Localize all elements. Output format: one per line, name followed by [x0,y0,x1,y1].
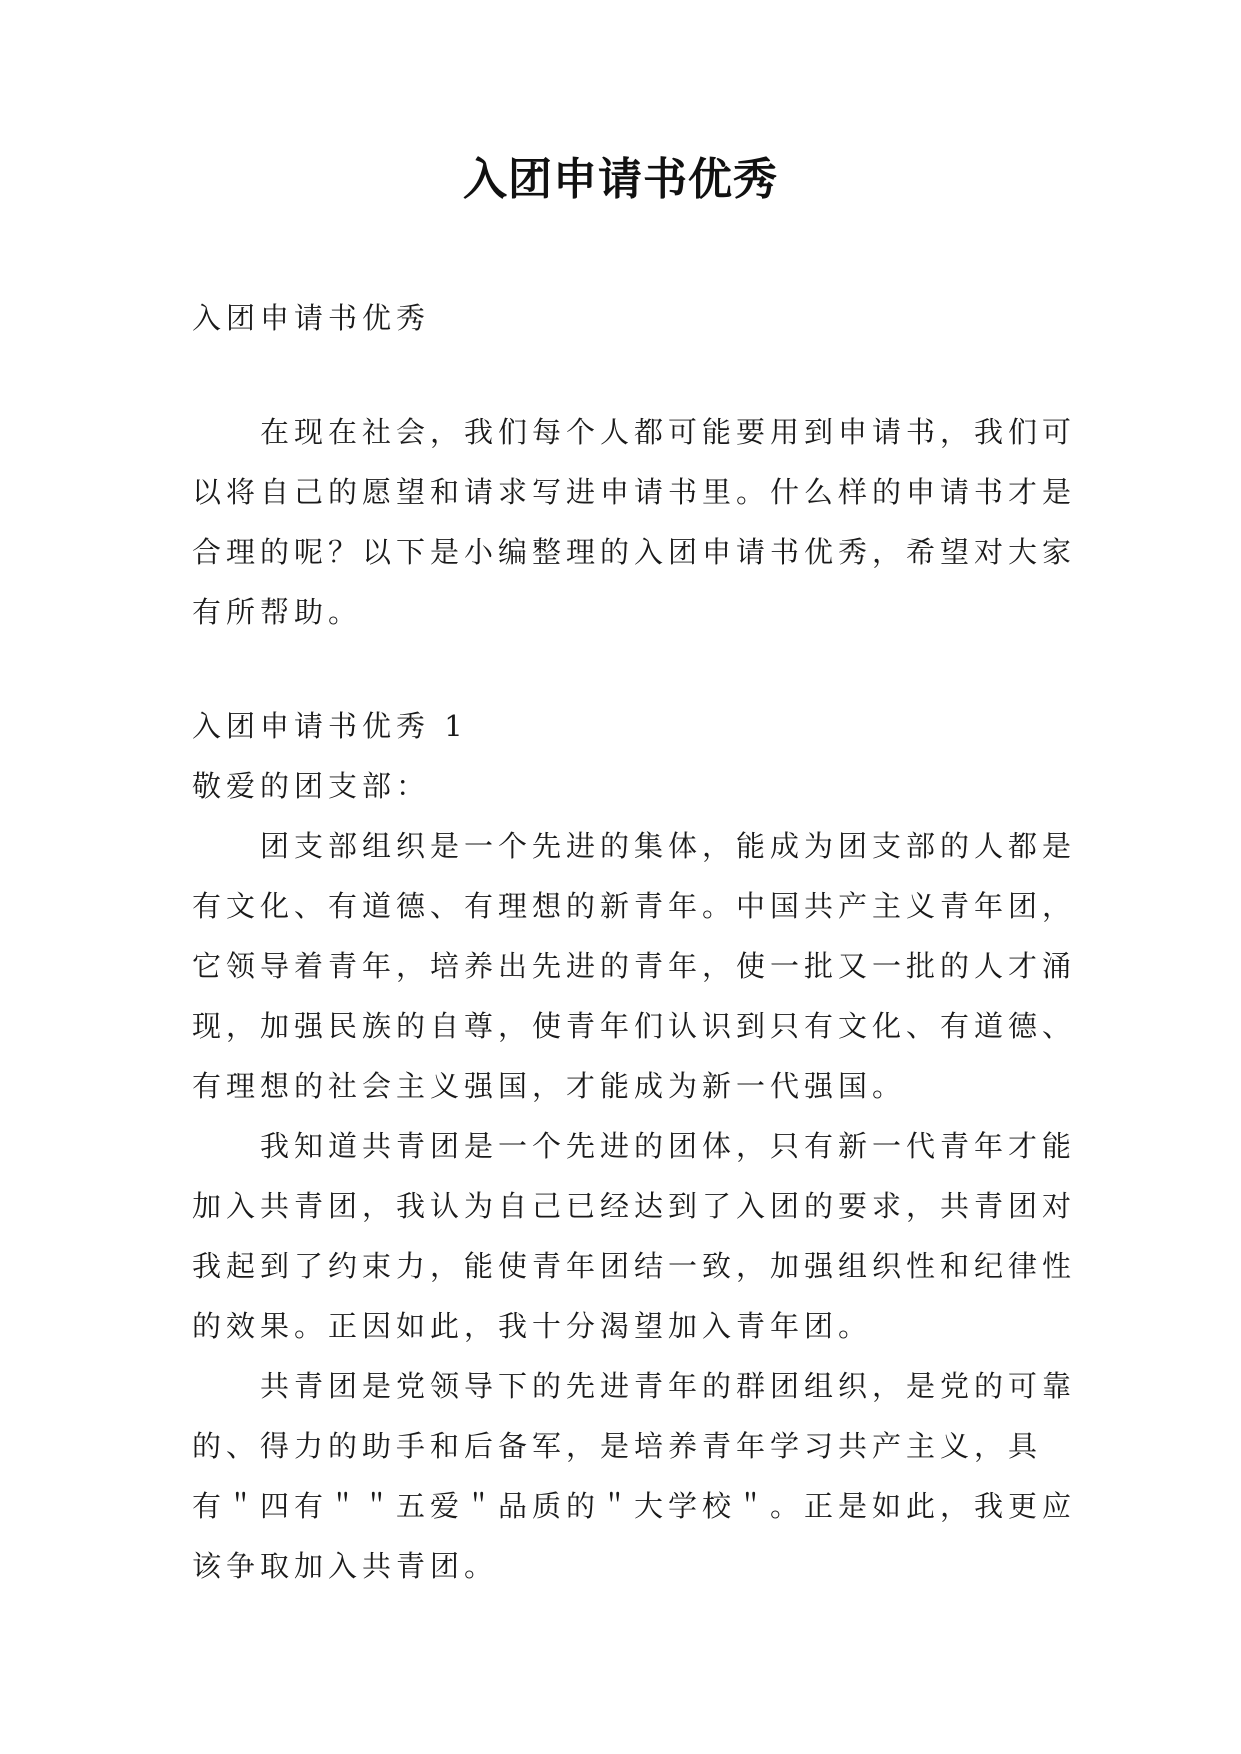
body-paragraph [192,1116,1077,1356]
paragraph-line: 有文化、有道德、有理想的新青年。中国共产主义青年团， [192,889,1077,923]
intro-paragraph [192,402,1077,642]
document-subtitle: 入团申请书优秀 [192,301,431,335]
paragraph-line: 现，加强民族的自尊，使青年们认识到只有文化、有道德、 [192,1009,1077,1043]
paragraph-line: 的效果。正因如此，我十分渴望加入青年团。 [192,1309,873,1343]
document-title: 入团申请书优秀 [463,154,778,205]
intro-line: 有所帮助。 [192,595,363,629]
section-heading: 入团申请书优秀 1 [192,709,468,743]
paragraph-line: 我起到了约束力，能使青年团结一致，加强组织性和纪律性 [192,1249,1077,1283]
salutation: 敬爱的团支部： [192,769,431,803]
document-body [192,288,1077,1596]
paragraph-line: 有理想的社会主义强国，才能成为新一代强国。 [192,1069,907,1103]
intro-line: 在现在社会，我们每个人都可能要用到申请书，我们可 [260,415,1077,449]
paragraph-line: 我知道共青团是一个先进的团体，只有新一代青年才能 [260,1129,1077,1163]
intro-line: 合理的呢？以下是小编整理的入团申请书优秀，希望对大家 [192,535,1077,569]
body-paragraph [192,816,1077,1116]
paragraph-line: 团支部组织是一个先进的集体，能成为团支部的人都是 [260,829,1077,863]
paragraph-line: 共青团是党领导下的先进青年的群团组织，是党的可靠 [260,1369,1077,1403]
paragraph-line: 该争取加入共青团。 [192,1549,499,1583]
intro-line: 以将自己的愿望和请求写进申请书里。什么样的申请书才是 [192,475,1077,509]
spacer [192,642,1056,696]
paragraph-line: 有＂四有＂＂五爱＂品质的＂大学校＂。正是如此，我更应 [192,1489,1077,1523]
paragraph-line: 加入共青团，我认为自己已经达到了入团的要求，共青团对 [192,1189,1077,1223]
spacer [192,348,1056,402]
paragraph-line: 它领导着青年，培养出先进的青年，使一批又一批的人才涌 [192,949,1077,983]
body-paragraph [192,1356,1077,1596]
paragraph-line: 的、得力的助手和后备军，是培养青年学习共产主义，具 [192,1429,1043,1463]
